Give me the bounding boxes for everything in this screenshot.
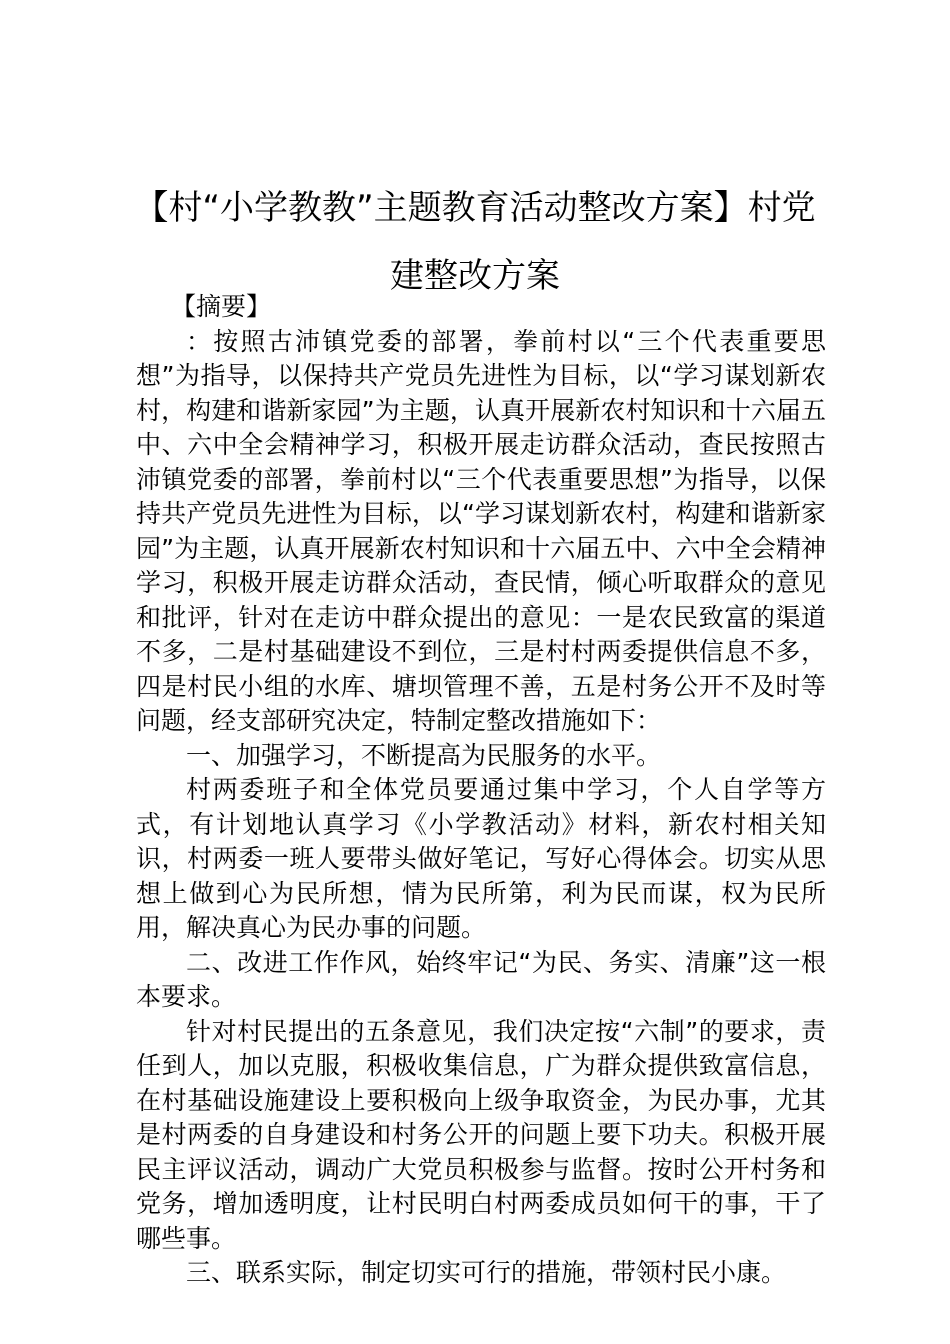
- section-heading-3: 三、联系实际，制定切实可行的措施，带领村民小康。: [186, 1258, 787, 1287]
- section-heading-2: 二、改进工作作风，始终牢记“为民、务实、清廉”这一根本要求。: [136, 947, 826, 1011]
- abstract-label: 【摘要】: [171, 292, 272, 321]
- abstract-paragraph: ：按照古沛镇党委的部署，拳前村以“三个代表重要思想”为指导，以保持共产党员先进性为目标，以“学习谋划新农村，构建和谐新家园”为主题，认真开展新农村知识和十六届五中、六中全会精神学习，积极开展走访群众活动，查民按照古沛镇党委的部署，拳前村以“三个代表重要思想”为指导，以保持共产党员先进性为目标，以“学习谋划新农村，构建和谐新家园”为主题，认真开展新农村知识和十六届五中、六中全会精神学习，积极开展走访群众活动，查民情，倾心听取群众的意见和批评，针对在走访中群众提出的意见：一是农民致富的渠道不多，二是村基础建设不到位，三是村村两委提供信息不多，四是村民小组的水库、塘坝管理不善，五是村务公开不及时等问题，经支部研究决定，特制定整改措施如下：: [136, 326, 826, 735]
- paragraph-2: 针对村民提出的五条意见，我们决定按“六制”的要求，责任到人，加以克服，积极收集信息，广为群众提供致富信息，在村基础设施建设上要积极向上级争取资金，为民办事，尤其是村两委的自身建设和村务公开的问题上要下功夫。积极开展民主评议活动，调动广大党员积极参与监督。按时公开村务和党务，增加透明度，让村民明白村两委成员如何干的事，干了哪些事。: [136, 1016, 826, 1253]
- paragraph-1: 村两委班子和全体党员要通过集中学习，个人自学等方式，有计划地认真学习《小学教活动》材料，新农村相关知识，村两委一班人要带头做好笔记，写好心得体会。切实从思想上做到心为民所想，情为民所第，利为民而谋，权为民所用，解决真心为民办事的问题。: [136, 775, 826, 942]
- document-title: 【村“小学教教”主题教育活动整改方案】村党建整改方案: [134, 188, 816, 296]
- section-heading-1: 一、加强学习，不断提高为民服务的水平。: [186, 740, 662, 770]
- document-body: [136, 290, 826, 1291]
